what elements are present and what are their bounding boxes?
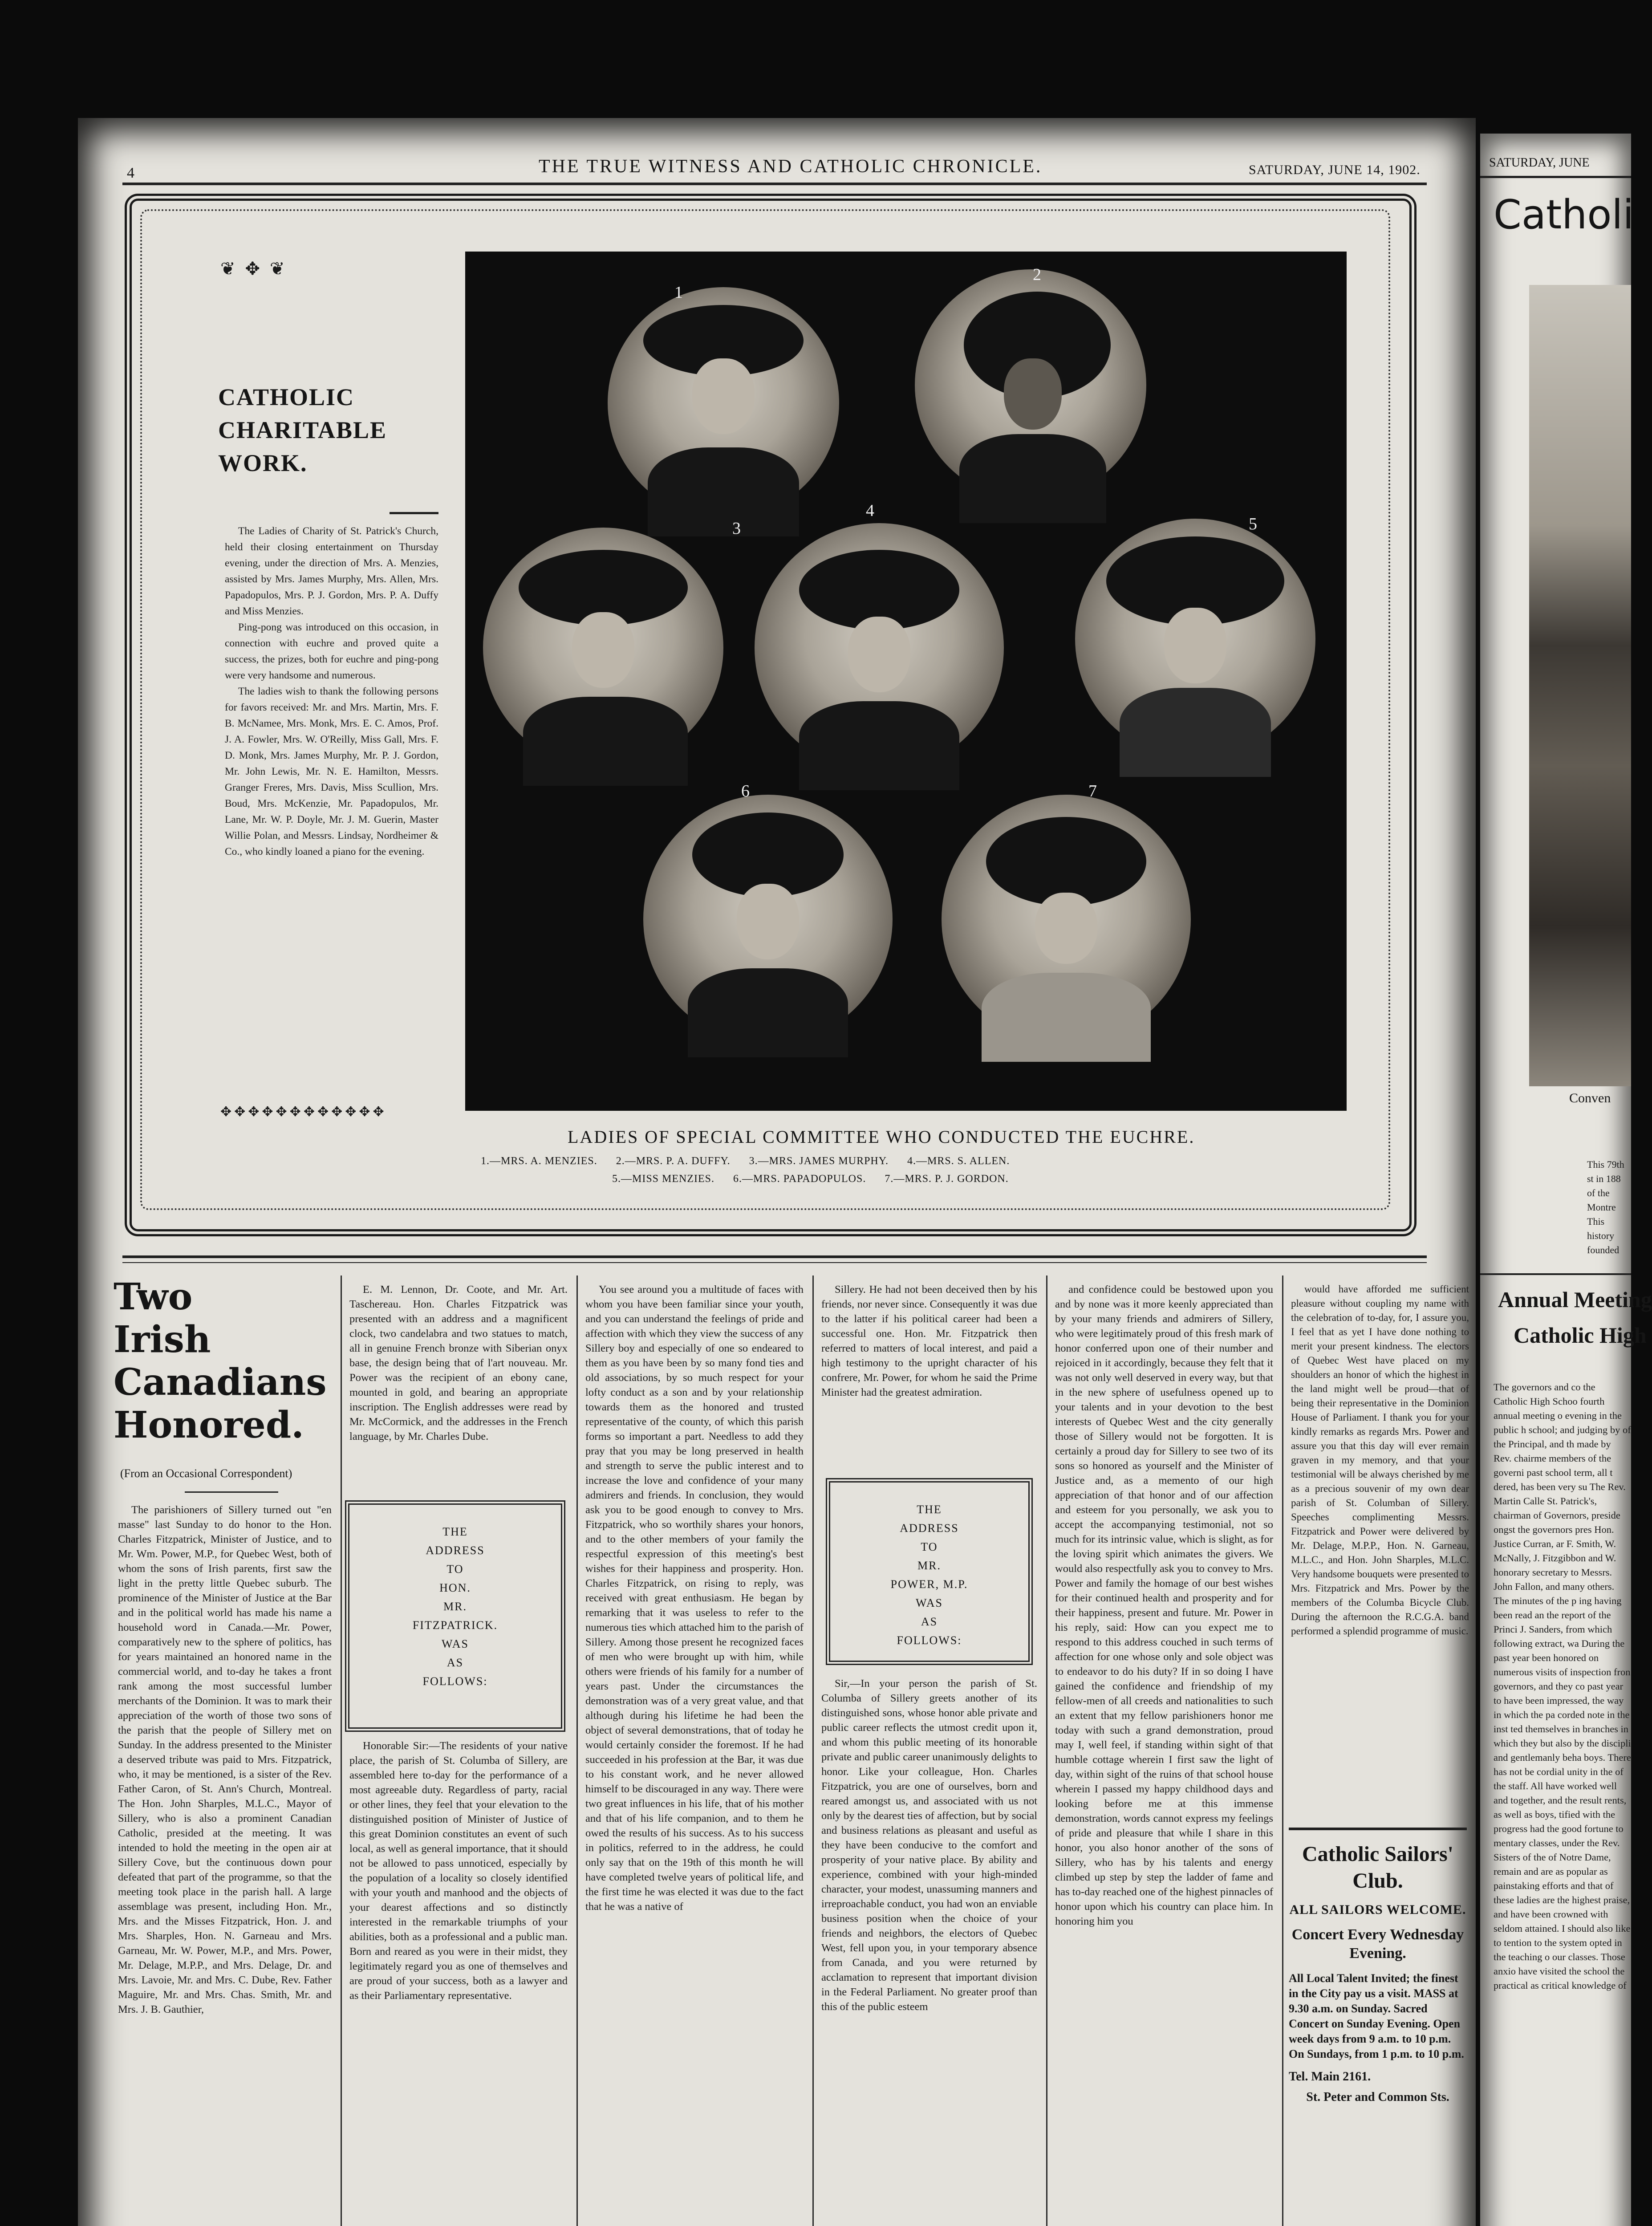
ad-rule-top [1289,1828,1467,1830]
article-column-4-bottom [821,1676,1037,2014]
newspaper-page [78,118,1476,2226]
box-line: HON. [439,1581,471,1594]
dress [799,701,959,790]
address-box-fitzpatrick [345,1500,565,1732]
committee-photo [465,252,1347,1111]
feature-paragraph: The ladies wish to thank the following persons for favors received: Mr. and Mrs. Martin, Mrs. F. B. McNamee, Mrs. Monk, Mrs. E. C. Amos, Prof. J. A. Fowler, Mrs. W. O'Reilly, Miss Gall, Mrs. F. D. Monk, Mrs. James Murphy, Mr. P. J. Gordon, Mr. John Lewis, Mr. N. E. Hamilton, Messrs. Granger Freres, Mrs. Davis, Miss Scullion, Mrs. Boud, Mrs. McKenzie, Mr. Papadopulos, Mr. Lane, Mr. W. P. Doyle, Mr. J. M. Guerin, Master Willie Polan, and Messrs. Lindsay, Nordheimer & Co., who kindly loaned a piano for the evening. [225,686,438,857]
address-box-power [826,1478,1033,1665]
article-byline: (From an Occasional Correspondent) [120,1467,292,1480]
feature-heading-line-1: CATHOLIC [218,384,355,410]
sailors-ad-tel: Tel. Main 2161. [1289,2070,1371,2084]
face [692,358,755,434]
portrait-number-7: 7 [1088,782,1097,800]
portrait-number-5: 5 [1249,515,1257,533]
headline-line-1: Two [114,1275,193,1318]
feature-paragraph: Ping-pong was introduced on this occasion, in connection with euchre and proved quite a success, the prizes, both for euchre and ping-pong were very handsome and numerous. [225,621,438,681]
headline-line-2: Irish [114,1318,211,1361]
photo-caption: LADIES OF SPECIAL COMMITTEE WHO CONDUCTED THE EUCHRE. [568,1127,1195,1147]
photo-names-line-1: 1.—MRS. A. MENZIES. 2.—MRS. P. A. DUFFY. 3.—MRS. JAMES MURPHY. 4.—MRS. S. ALLEN. [481,1155,1010,1167]
section-rule [122,1255,1427,1258]
portrait-1 [608,287,839,519]
column-text: Sillery. He had not been deceived then by his friends, nor never since. Consequently it was due to the latter if his political career had been a successful one. Hon. Mr. Fitzpatrick then referred to matters of local interest, and paid a high testimony to the upright character of his confrere, Mr. Power, for whom he said the Prime Minister had the greatest admiration. [821,1284,1037,1398]
article-column-3 [585,1282,804,1914]
sailors-ad-title: Catholic Sailors' Club. [1302,1842,1453,1893]
sailors-ad-body: All Local Talent Invited; the finest in the City pay us a visit. MASS at 9.30 a.m. on Sunday. Sacred Concert on Sunday Evening. Open week days from 9 a.m. to 10 p.m. On Sundays, from 1 p.m. to 10 p.m. [1289,1972,1464,2060]
box-line: THE [917,1503,942,1516]
column-text: E. M. Lennon, Dr. Coote, and Mr. Art. Taschereau. Hon. Charles Fitzpatrick was presented with an address and a magnificent clock, two candelabra and two statues to match, all in genuine French bronze with Siberian onyx base, the design being that of l'art nouveau. Mr. Power was the recipient of an ebony cane, mounted in gold, and bearing an appropriate inscription. The English addresses were read by Mr. McCormick, and the addresses in the French language, by Mr. Charles Dube. [349,1284,568,1442]
feature-heading-line-3: WORK. [218,450,308,476]
dress [523,697,688,786]
article-headline [114,1275,327,1446]
column-rule [1046,1275,1047,2226]
article-column-4-top [821,1282,1037,1400]
portrait-number-3: 3 [732,519,741,538]
dress [1120,688,1271,777]
address-box-text [830,1483,1028,1650]
column-rule [576,1275,578,2226]
adjacent-page [1480,134,1652,2226]
adjacent-snippet: This 79th st in 188 of the Montre This history founded [1587,1159,1624,1255]
headline-line-4: Honored. [114,1404,304,1446]
adjacent-date: SATURDAY, JUNE [1489,156,1590,170]
portrait-6 [643,795,893,1044]
dress [959,434,1106,523]
sailors-ad-address: St. Peter and Common Sts. [1306,2090,1449,2104]
box-line: ADDRESS [426,1544,485,1557]
portrait-7 [942,795,1191,1044]
column-text: You see around you a multitude of faces with whom you have been familiar since your youth, and you can understand the feelings of pride and affection with which they view the success of any Sillery boy and especially of one so endeared to them as you have been by so many fond ties and old associations, by so much respect for your lofty conduct as a son and by your relationship towards them as the honored and trusted representative of the county, of which this parish forms so important a part. Needless to add they pray that you may be long preserved in health and strength to serve the public interest and to increase the love and confidence of your many admirers and friends. In conclusion, they would ask you to be good enough to convey to Mrs. Fitzpatrick, who so worthily shares your honors, and to the other members of your family the respectful expression of this meeting's best wishes for their happiness and prosperity. Hon. Charles Fitzpatrick, on rising to reply, was received with great enthusiasm. He began by remarking that it was useless to refer to the numerous ties which attached him to the parish of Sillery. Among those present he recognized faces of men who were brought up with him, while others were friends of his family for a number of years past. Under the circumstances the demonstration was of a very great value, and that although during his lifetime he had been the object of several demonstrations, that of today he would certainly consider the foremost. If he had succeeded in his profession at the Bar, it was due to his constant work, and he never allowed himself to be discouraged in any way. There were two great influences in his life, that of his mother and that of his life companion, and to them he owed the results of his success. As to his success in politics, referred to in the address, he could only say that on the 19th of this month he will have completed twelve years of political life, and the first time he was elected it was due to the fact that he was a native of [585,1284,804,1913]
column-text: Honorable Sir:—The residents of your native place, the parish of St. Columba of Sillery, are assembled here to-day for the performance of a most agreeable duty. Regardless of party, racial or other lines, they feel that your elevation to the distinguished position of Minister of Justice of this great Dominion constitutes an event of such local, as well as general importance, that it should not be allowed to pass unnoticed, especially by the population of a locality so closely identified with your youth and manhood and the objects of your dearest affections and so distinctly interested in the remarkable triumphs of your abilities, both as a professional and a public man. Born and reared as you were in their midst, they legitimately regard you as one of themselves and are proud of your success, both as a lawyer and as their Parliamentary representative. [349,1740,568,2002]
adjacent-caption: Conven [1569,1091,1611,1105]
box-line: FOLLOWS: [897,1634,962,1647]
portrait-number-4: 4 [866,501,874,520]
face [848,617,910,692]
box-line: MR. [443,1600,467,1613]
portrait-number-6: 6 [741,782,750,800]
page-number: 4 [127,165,134,181]
adjacent-rule-2 [1480,1273,1631,1275]
feature-heading-line-2: CHARITABLE [218,417,387,443]
face [737,884,799,959]
box-line: ADDRESS [900,1522,959,1535]
masthead-date: SATURDAY, JUNE 14, 1902. [1249,162,1421,177]
article-column-1 [118,1503,332,2017]
sailors-ad [1289,1841,1467,2104]
photo-names-line-2: 5.—MISS MENZIES. 6.—MRS. PAPADOPULOS. 7.—MRS. P. J. GORDON. [612,1173,1009,1185]
box-line: WAS [442,1637,469,1650]
portrait-number-2: 2 [1033,265,1041,284]
face [1004,358,1062,430]
face [1035,893,1097,964]
column-rule [1282,1275,1283,2226]
section-rule-thin [122,1262,1427,1263]
box-line: FITZPATRICK. [412,1619,498,1632]
adjacent-title: Catholi [1494,191,1634,238]
portrait-3 [483,528,723,768]
feature-paragraph: The Ladies of Charity of St. Patrick's Church, held their closing entertainment on Thursday evening, under the direction of Mrs. A. Menzies, assisted by Mrs. James Murphy, Mrs. Allen, Mrs. Papadopulos, Mrs. P. J. Gordon, Mrs. P. A. Duffy and Miss Menzies. [225,525,438,617]
adjacent-heading-1: Annual Meeting [1498,1287,1652,1312]
box-line: FOLLOWS: [422,1675,488,1688]
portrait-2 [915,269,1146,501]
byline-rule [185,1491,278,1493]
face [572,612,634,688]
box-line: THE [442,1525,468,1538]
box-line: WAS [916,1596,943,1609]
article-column-2-bottom [349,1739,568,2003]
ornament-top: ❦ ✥ ❦ [220,259,288,279]
column-rule [341,1275,342,2226]
box-line: AS [921,1615,938,1628]
sailors-ad-welcome: ALL SAILORS WELCOME. [1289,1902,1466,1917]
portrait-5 [1075,519,1315,759]
masthead-title: THE TRUE WITNESS AND CATHOLIC CHRONICLE. [539,156,1043,177]
portrait-4 [755,523,1004,772]
adjacent-rule [1480,176,1631,178]
box-line: TO [446,1563,464,1576]
box-line: TO [921,1540,938,1553]
feature-body [225,523,438,860]
column-text: Sir,—In your person the parish of St. Columba of Sillery greets another of its distinguished sons, whose honor able private and public career reflects the utmost credit upon it, and whom this public meeting of its honorable private and public career unanimously delights to honor. Like your colleague, Hon. Charles Fitzpatrick, you are one of ourselves, born and reared amongst us, and associated with us not only by the dearest ties of affection, but by social and business relations as pleasant and useful as they have been conducive to the comfort and prosperity of your native place. By ability and experience, combined with your high-minded character, your modest, unassuming manners and irreproachable conduct, you had won an enviable business position when the choice of your friends and neighbors, the electors of Quebec West, fell upon you, in your temporary absence from Canada, and you were returned by acclamation to represent that important division in the Federal Parliament. No greater proof than this of the public esteem [821,1678,1037,2013]
article-column-6 [1291,1282,1469,1638]
article-column-2-top [349,1282,568,1444]
dress [688,968,848,1057]
address-box-text [349,1505,561,1691]
dress [982,973,1151,1062]
face [1164,608,1226,683]
building-photo [1529,285,1631,1086]
article-column-5 [1055,1282,1273,1929]
dress [648,447,799,536]
column-text: would have afforded me sufficient pleasure without coupling my name with the celebration of to-day, for, I assure you, I feel that as yet I have done nothing to merit your present kindness. The electors of Quebec West have placed on my shoulders an honor of which the highest in the land might well be proud—that of being their representative in the Dominion House of Parliament. I thank you for your kindly remarks as regards Mrs. Power and assure you that this day will ever remain graven in my memory, and that your testimonial will be always cherished by me as a precious souvenir of my own dear parish of St. Columban of Sillery. Speeches complimenting Messrs. Fitzpatrick and Power were delivered by Mr. Delage, M.P.P., Hon. N. Garneau, M.L.C., and Hon. John Sharples, M.L.C. Very handsome bouquets were presented to Mrs. Fitzpatrick and Mrs. Power by the members of the Columba Bicycle Club. During the afternoon the R.C.G.A. band performed a splendid programme of music. [1291,1284,1469,1637]
ornament-bottom: ✥✥✥✥✥✥✥✥✥✥✥✥ [220,1105,387,1119]
column-text: and confidence could be bestowed upon you and by none was it more keenly appreciated than by your many friends and admirers of Sillery, who were legitimately proud of this fresh mark of honor conferred upon one of their number and rejoiced in it accordingly, because they felt that it was not only well deserved in every way, but that in the new sphere of usefulness opened up to your talents and in your devotion to the best interests of Quebec West and the city generally those of Sillery would not be forgotten. It is certainly a proud day for Sillery to see two of its sons so honored as yourself and the Minister of Justice and, as a memento of our high appreciation of that honor and of our affection and esteem for you personally, we ask you to accept the accompanying testimonial, not so much for its intrinsic value, which is slight, as for the loving spirit which animates the givers. We would also respectfully ask you to convey to Mrs. Power and family the homage of our best wishes for their continued health and prosperity and for their happiness, present and future. Mr. Power in his reply, said: How can you expect me to respond to this address couched in such terms of affection for one whose only and sole object was to endeavor to do his duty? If in so doing I have gained the confidence and friendship of my fellow-men of all creeds and nationalities to such an extent that my fellow parishioners honor me today with such a grand demonstration, proud may I, well feel, if standing within sight of that humble cottage wherein I first saw the light of day, within sight of the ruins of that school house wherein I passed my happy childhood days and looking before me at this immense demonstration, words cannot express my feelings of pride and pleasure that while I share in this honor, you also honor another of the sons of Sillery, who has by his talents and energy climbed up step by step the ladder of fame and has to-day reached one of the highest pinnacles of honor upon which his country can place him. In honoring him you [1055,1284,1273,1927]
headline-line-3: Canadians [114,1361,327,1404]
sailors-ad-concert: Concert Every Wednesday Evening. [1291,1926,1464,1962]
box-line: MR. [917,1559,941,1572]
column-text: The parishioners of Sillery turned out "en masse" last Sunday to do honor to the Hon. Charles Fitzpatrick, Minister of Justice, and to Mr. Wm. Power, M.P., for Quebec West, both of whom the sons of Irish parents, first saw the light in the pretty little Quebec suburb. The prominence of the Minister of Justice at the Bar and in the political world has made his name a household word in Canada.—Mr. Power, comparatively new to the sphere of politics, has for years maintained an honored name in the commercial world, and to-day he takes a front rank among the most successful lumber merchants of the Dominion. It was to mark their appreciation of the worth of those two sons of the parish that the people of Sillery met on Sunday. In the address presented to the Minister a deserved tribute was paid to Mrs. Fitzpatrick, who, it may be mentioned, is a sister of the Rev. Father Caron, of St. Ann's Church, Montreal. The Hon. John Sharples, M.L.C., Mayor of Sillery, who is also a prominent Canadian Catholic, presided at the meeting. It was intended to hold the meeting in the open air at Sillery Cove, but the continuous down pour defeated that part of the programme, so that the meeting took place in the parish hall. A large assemblage was present, including Hon. Mr., Mrs. and the Misses Fitzpatrick, Hon. J. and Mrs. Sharples, Hon. N. Garneau and Mrs. Garneau, Mr. W. Power, M.P., and Mrs. Power, Mr. Delage, M.P.P., and Mrs. Delage, Dr. and Mrs. Lavoie, Mr. and Mrs. C. Dube, Rev. Father Maguire, Mr. and Mrs. Chas. Smith, Mr. and Mrs. J. B. Gauthier, [118,1504,332,2015]
feature-rule [390,512,438,514]
feature-heading [218,381,387,479]
portrait-number-1: 1 [674,283,683,302]
adjacent-body: The governors and co the Catholic High Schoo fourth annual meeting o evening in the public h school; and judging by of the Principal, and th made by Rev. chairme members of the governi past school term, all t dered, has been very su The Rev. Martin Calle St. Patrick's, chairman of Governors, preside ongst the governors pres Hon. Justice Curran, ar F. Smith, W. McNally, J. Fitzgibbon and W. honorary secretary to Messrs. John Fallon, and many others. The minutes of the p ing having been read an the report of the Princi J. Sanders, from which following extract, wa During the past year been honored on numerous visits of inspection fron governors, and they co past year to have been impressed, the way in which the pa corded note in the inst ted themselves in branches in which they but also by the discipli and gentlemanly beha boys. There has not be cordial unity in the of the staff. All have worked well and together, and the result rents, as well as boys, tified with the progress had the good fortune to mentary classes, under the Rev. Sisters of the of Notre Dame, remain and are as popular as painstaking efforts and that of these ladies are the highest praise, and have been crowned with seldom attained. I should also like to tention to the system opted in the teaching o our classes. Those anxio have visited the school the practical as critical knowledge of [1494,1381,1631,1991]
box-line: POWER, M.P. [890,1578,968,1591]
adjacent-heading-2: Catholic High [1514,1323,1647,1348]
masthead-rule [122,183,1427,185]
column-rule [812,1275,814,2226]
box-line: AS [446,1656,464,1669]
